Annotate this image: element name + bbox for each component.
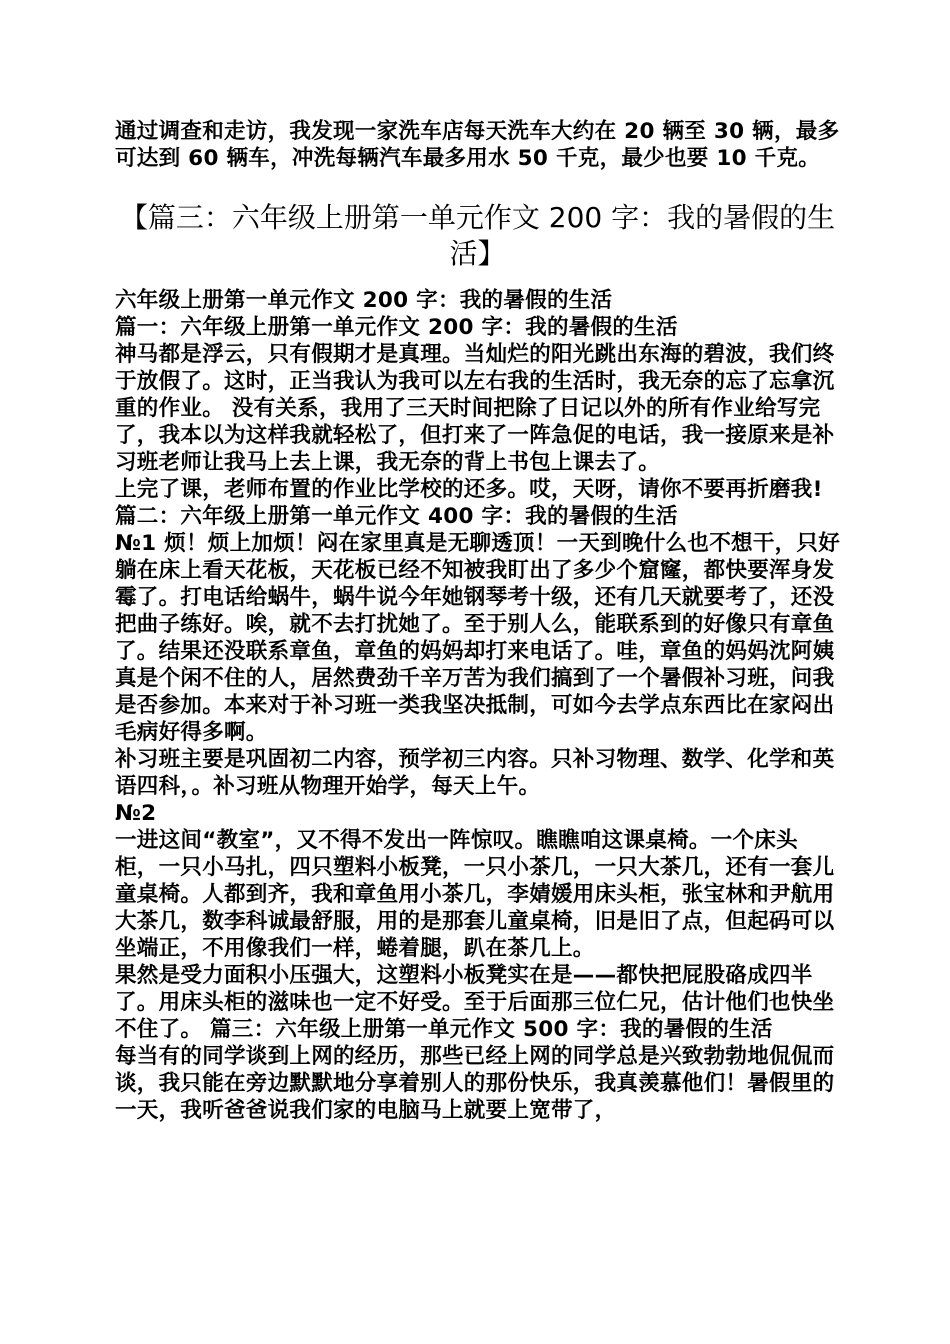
- paragraph: 补习班主要是巩固初二内容，预学初三内容。只补习物理、数学、化学和英语四科，。补习班从物理开始学，每天上午。: [115, 747, 835, 799]
- paragraph: 神马都是浮云，只有假期才是真理。当灿烂的阳光跳出东海的碧波，我们终于放假了。这时，正当我认为我可以左右我的生活时，我无奈的忘了忘拿沉重的作业。 没有关系，我用了三天时间把除了日记以外的所有作业给写完了，我本以为这样我就轻松了，但打来了一阵急促的电话，我一接原来是补习班老师让我马上去上课，我无奈的背上书包上课去了。: [115, 342, 835, 475]
- body-block: [115, 287, 840, 1124]
- intro-paragraph: 通过调查和走访，我发现一家洗车店每天洗车大约在 20 辆至 30 辆，最多可达到 60 辆车，冲洗每辆汽车最多用水 50 千克，最少也要 10 千克。: [115, 119, 840, 171]
- intro-block: [115, 118, 840, 172]
- paragraph: 一进这间“教室”，又不得不发出一阵惊叹。瞧瞧咱这课桌椅。一个床头柜，一只小马扎，四只塑料小板凳，一只小茶几，一只大茶几，还有一套儿童桌椅。人都到齐，我和章鱼用小茶几，李婧媛用床头柜，张宝林和尹航用大茶几，数李科诚最舒服，用的是那套儿童桌椅，旧是旧了点，但起码可以坐端正，不用像我们一样，蜷着腿，趴在茶几上。: [115, 828, 835, 961]
- paragraph: 六年级上册第一单元作文 200 字：我的暑假的生活: [115, 288, 613, 313]
- paragraph: 上完了课，老师布置的作业比学校的还多。哎，天呀，请你不要再折磨我! 篇二：六年级上册第一单元作文 400 字：我的暑假的生活: [115, 477, 823, 529]
- paragraph: 果然是受力面积小压强大，这塑料小板凳实在是——都快把屁股硌成四半了。用床头柜的滋味也一定不好受。至于后面那三位仁兄，估计他们也快坐不住了。 篇三：六年级上册第一单元作文 500 字：我的暑假的生活: [115, 963, 835, 1042]
- paragraph: №2: [115, 801, 157, 826]
- paragraph: №1 烦！烦上加烦！闷在家里真是无聊透顶！一天到晚什么也不想干，只好躺在床上看天花板，天花板已经不知被我盯出了多少个窟窿，都快要浑身发霉了。打电话给蜗牛，蜗牛说今年她钢琴考十级，还有几天就要考了，还没把曲子练好。唉，就不去打扰她了。至于别人么，能联系到的好像只有章鱼了。结果还没联系章鱼，章鱼的妈妈却打来电话了。哇，章鱼的妈妈沈阿姨真是个闲不住的人，居然费劲千辛万苦为我们搞到了一个暑假补习班，问我是否参加。本来对于补习班一类我坚决抵制，可如今去学点东西比在家闷出毛病好得多啊。: [115, 531, 841, 745]
- paragraph: 篇一：六年级上册第一单元作文 200 字：我的暑假的生活: [115, 315, 678, 340]
- section-heading: 【篇三：六年级上册第一单元作文 200 字：我的暑假的生活】: [119, 201, 836, 270]
- paragraph: 每当有的同学谈到上网的经历，那些已经上网的同学总是兴致勃勃地侃侃而谈，我只能在旁边默默地分享着别人的那份快乐，我真羡慕他们！暑假里的一天，我听爸爸说我们家的电脑马上就要上宽带了，: [115, 1044, 835, 1123]
